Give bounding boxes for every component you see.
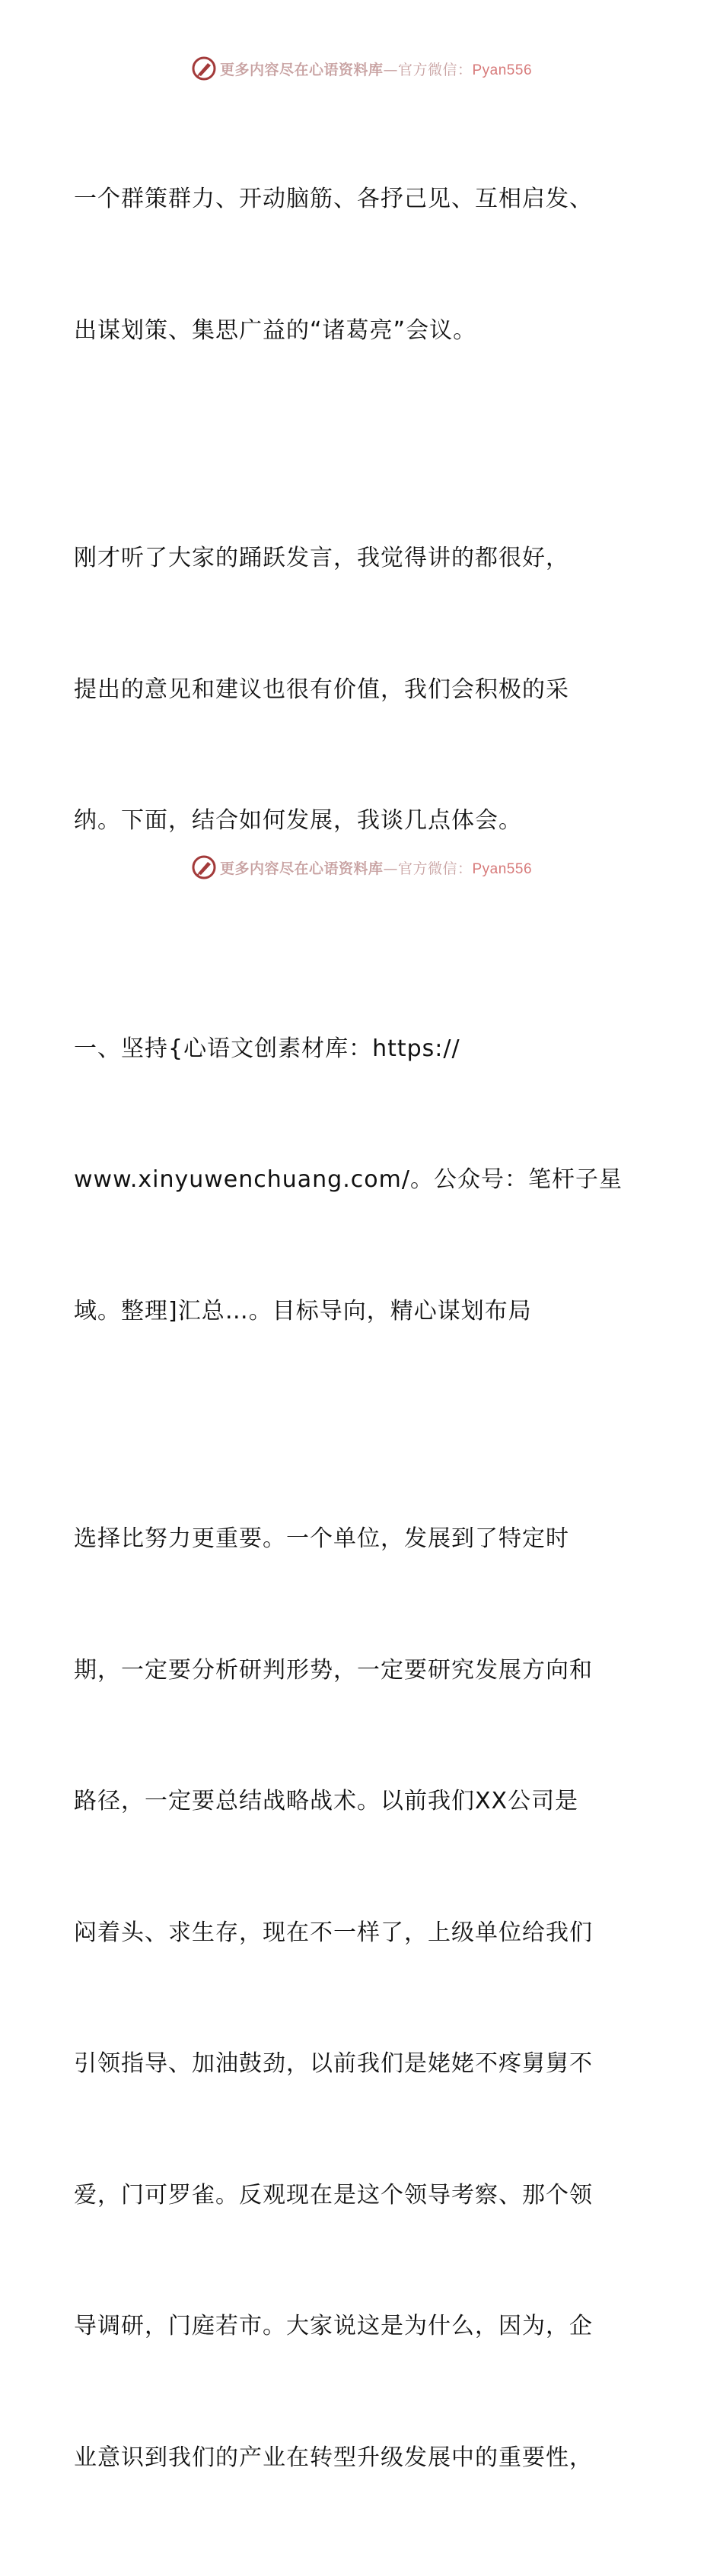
text-line: 域。整理]汇总…。目标导向，精心谋划布局: [74, 1297, 532, 1325]
banner-wechat-id: Pyan556: [472, 860, 533, 877]
banner-main-text: 更多内容尽在心语资料库: [219, 860, 384, 877]
banner-dash: —: [383, 860, 398, 877]
text-line: 刚才听了大家的踊跃发言，我觉得讲的都很好，: [74, 545, 569, 571]
banner-main-text: 更多内容尽在心语资料库: [219, 61, 384, 78]
banner-wechat-id: Pyan556: [472, 62, 533, 78]
banner-text: [220, 59, 532, 79]
text-line: 闷着头、求生存，现在不一样了，上级单位给我们: [74, 1919, 593, 1946]
text-line: 业意识到我们的产业在转型升级发展中的重要性，: [74, 2444, 593, 2471]
document-body: [74, 90, 652, 2576]
banner-wechat-label: 官方微信：: [397, 61, 473, 78]
paragraph-3-heading: [74, 940, 652, 1421]
paragraph-4: [74, 1430, 652, 2567]
text-line: 爱，门可罗雀。反观现在是这个领导考察、那个领: [74, 2181, 593, 2209]
paragraph-1: [74, 90, 652, 440]
text-line: 导调研，门庭若市。大家说这是为什么，因为，企: [74, 2313, 593, 2339]
text-line: 期，一定要分析研判形势，一定要研究发展方向和: [74, 1656, 593, 1684]
header-banner: [0, 52, 723, 85]
text-line: 提出的意见和建议也很有价值，我们会积极的采: [74, 676, 569, 703]
banner-text: [220, 857, 532, 878]
text-line: 出谋划策、集思广益的“诸葛亮”会议。: [74, 316, 477, 344]
text-line: 一个群策群力、开动脑筋、各抒己见、互相启发、: [74, 186, 593, 212]
pen-logo-icon: [191, 854, 217, 880]
banner-dash: —: [383, 61, 398, 78]
text-line: 一、坚持{心语文创素材库：https://: [74, 1035, 460, 1062]
banner-wechat-label: 官方微信：: [397, 860, 473, 877]
text-line: 路径，一定要总结战略战术。以前我们XX公司是: [74, 1788, 579, 1814]
text-line: www.xinyuwenchuang.com/。公众号：笔杆子星: [74, 1166, 623, 1193]
text-line: 选择比努力更重要。一个单位，发展到了特定时: [74, 1525, 569, 1552]
text-line: 引领指导、加油鼓劲，以前我们是姥姥不疼舅舅不: [74, 2050, 593, 2077]
text-line: 纳。下面，结合如何发展，我谈几点体会。: [74, 807, 522, 834]
footer-banner: [0, 851, 723, 884]
pen-logo-icon: [191, 56, 217, 81]
